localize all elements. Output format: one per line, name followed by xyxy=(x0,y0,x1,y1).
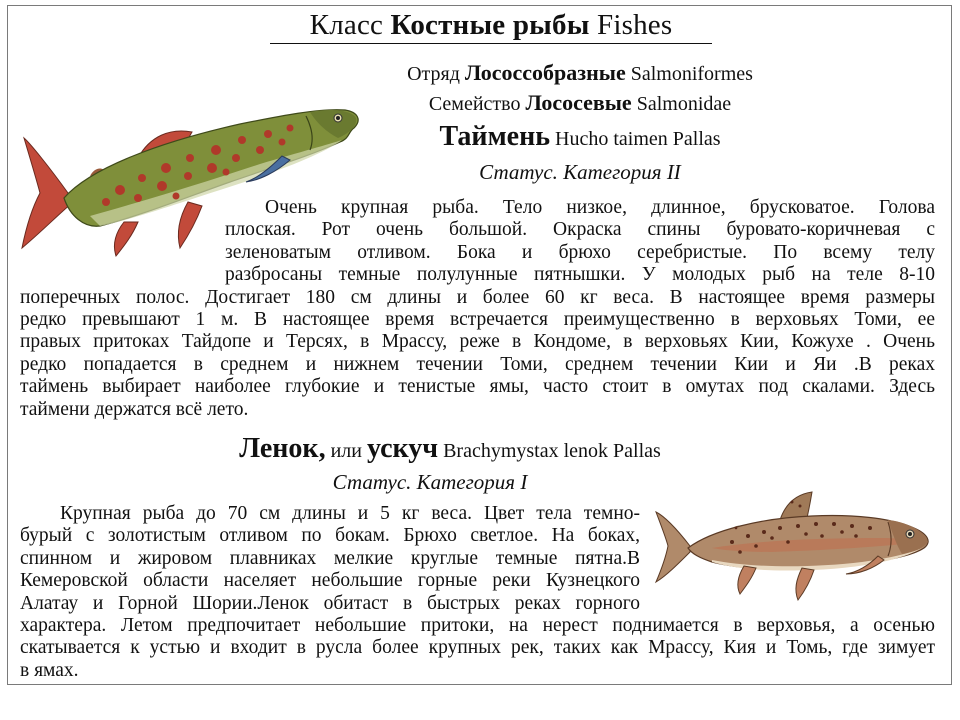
text-line: поперечных полос. Достигает 180 см длины и более 60 кг веса. В настоящее время размеры xyxy=(20,286,935,308)
taimen-status: Статус. Категория II xyxy=(479,160,681,184)
lenok-description xyxy=(20,503,935,682)
text-line: характера. Летом предпочитает небольшие притоки, на нерест поднимается в верховья, а осенью xyxy=(20,615,935,637)
order-line xyxy=(330,60,830,86)
family-name: Лососевые xyxy=(525,90,632,115)
taimen-description xyxy=(20,197,935,421)
text-line: Алатау и Горной Шории.Ленок обитаст в быстрых реках горного xyxy=(20,592,640,614)
taimen-heading xyxy=(330,121,830,153)
text-line: таймень выбирает наиболее глубокие и тенистые ямы, часто стоит в омутах под скалами. Здесь xyxy=(20,376,935,398)
text-line: правых притоках Тайдопе и Терсях, в Мрассу, реже в Кондоме, в верховьях Кии, Кожухе . Очень xyxy=(20,331,935,353)
lenok-latin: Brachymystax lenok Pallas xyxy=(443,440,661,462)
text-line: бурый с золотистым отливом по бокам. Брюхо светлое. На боках, xyxy=(20,525,640,547)
lenok-name: Ленок, xyxy=(239,433,326,464)
text-line: зеленоватым отливом. Бока и брюхо серебристые. По всему телу xyxy=(225,241,935,263)
title-latin: Fishes xyxy=(597,9,673,41)
text-line: редко попадается в среднем и нижнем течении Томи, среднем течении Кии и Яи .В реках xyxy=(20,353,935,375)
text-line: скатывается к устью и входит в русла более крупных рек, таких как Мрассу, Кия и Томь, где зимует xyxy=(20,637,935,659)
family-line xyxy=(330,90,830,116)
text-line: таймени держатся всё лето. xyxy=(20,398,249,420)
order-name: Лососсобразные xyxy=(464,60,626,85)
lenok-heading xyxy=(150,433,750,465)
taimen-name: Таймень xyxy=(439,121,551,152)
text-line: разбросаны темные полулунные пятнышки. У молодых рыб на теле 8-10 xyxy=(225,264,935,286)
page-title xyxy=(270,8,712,44)
text-line: Очень крупная рыба. Тело низкое, длинное, брусковатое. Голова xyxy=(265,197,935,218)
lenok-status: Статус. Категория I xyxy=(332,470,528,494)
order-latin: Salmoniformes xyxy=(630,63,753,85)
text-line: Кемеровской области населяет небольшие горные реки Кузнецкого xyxy=(20,570,640,592)
title-class-name: Костные рыбы xyxy=(390,9,590,41)
text-line: редко превышают 1 м. В настоящее время встречается преимущественно в верховьях Томи, ее xyxy=(20,309,935,331)
lenok-connector: или xyxy=(330,440,362,462)
text-line: в ямах. xyxy=(20,659,79,681)
lenok-alt-name: ускуч xyxy=(366,433,439,464)
title-prefix: Класс xyxy=(309,9,384,41)
text-line: плоская. Рот очень большой. Окраска спины буровато-коричневая с xyxy=(225,219,935,241)
text-line: Крупная рыба до 70 см длины и 5 кг веса. Цвет тела темно- xyxy=(60,503,640,524)
taimen-latin: Hucho taimen Pallas xyxy=(555,128,721,150)
family-latin: Salmonidae xyxy=(636,93,732,115)
text-line: спинном и жировом плавниках мелкие круглые темные пятна.В xyxy=(20,547,640,569)
order-prefix: Отряд xyxy=(407,63,460,85)
family-prefix: Семейство xyxy=(428,93,521,115)
